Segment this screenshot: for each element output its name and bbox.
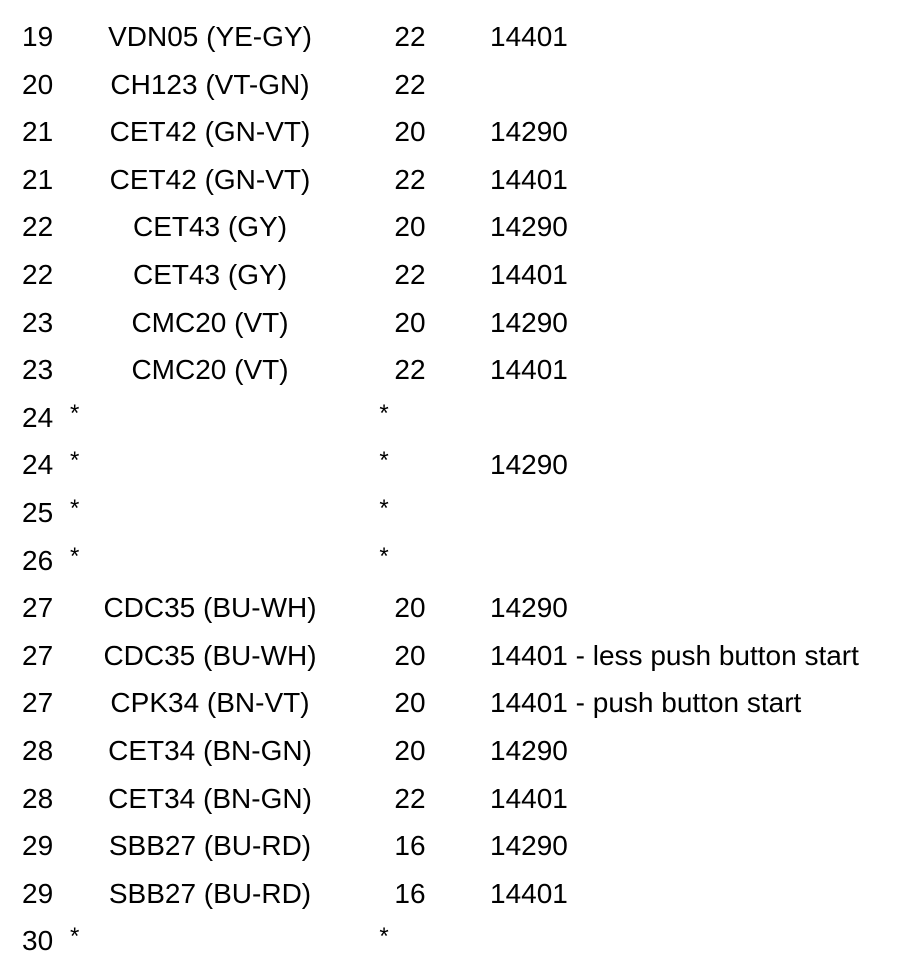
pin-cell: 27: [22, 592, 54, 624]
table-row: [0, 489, 921, 537]
note-cell: 14401: [490, 21, 568, 52]
circuit-cell: CET43 (GY): [132, 211, 288, 243]
table-row: [0, 822, 921, 870]
note-cell: 14401: [490, 258, 568, 290]
gauge-cell: 20: [394, 211, 426, 243]
table-row: [0, 108, 921, 156]
note-cell: 14401 - push button start: [490, 687, 802, 719]
pin-cell: 26: [22, 544, 54, 576]
gauge-cell: 20: [394, 116, 426, 148]
circuit-cell: SBB27 (BU-RD): [108, 830, 312, 862]
gauge-cell: 22: [394, 354, 426, 386]
note-cell: 14290: [490, 734, 568, 766]
note-cell: 14290: [490, 449, 568, 481]
pin-cell: 21: [22, 116, 54, 148]
circuit-cell: *: [70, 923, 80, 951]
pin-cell: 28: [22, 782, 54, 814]
circuit-cell: CET34 (BN-GN): [108, 782, 312, 814]
circuit-cell: CDC35 (BU-WH): [103, 639, 317, 671]
table-row: [0, 870, 921, 918]
table-row: [0, 679, 921, 727]
circuit-cell: CDC35 (BU-WH): [103, 592, 317, 624]
note-cell: 14401: [490, 782, 568, 814]
gauge-cell: *: [379, 542, 389, 570]
note-cell: 14290: [490, 211, 568, 243]
table-row: [0, 632, 921, 680]
pin-cell: 23: [22, 306, 54, 338]
circuit-cell: CET42 (GN-VT): [109, 163, 311, 195]
gauge-cell: 20: [394, 592, 426, 624]
pin-cell: 22: [22, 211, 54, 243]
note-cell: 14401: [490, 163, 568, 195]
gauge-cell: 22: [394, 163, 426, 195]
pin-cell: 27: [22, 687, 54, 719]
table-row: [0, 441, 921, 489]
pin-cell: 25: [22, 496, 54, 528]
gauge-cell: *: [379, 494, 389, 522]
circuit-cell: CMC20 (VT): [131, 306, 289, 338]
circuit-cell: CET34 (BN-GN): [108, 734, 312, 766]
note-cell: 14290: [490, 830, 568, 862]
table-row: [0, 346, 921, 394]
gauge-cell: *: [379, 447, 389, 475]
note-cell: 14401: [490, 354, 568, 386]
circuit-cell: *: [70, 399, 80, 427]
gauge-cell: *: [379, 923, 389, 951]
gauge-cell: 22: [394, 258, 426, 290]
wiring-table: [0, 13, 921, 965]
gauge-cell: 20: [394, 306, 426, 338]
table-row: [0, 775, 921, 823]
circuit-cell: *: [70, 447, 80, 475]
table-row: [0, 156, 921, 204]
circuit-cell: CPK34 (BN-VT): [110, 687, 310, 719]
circuit-cell: CH123 (VT-GN): [110, 68, 310, 100]
pin-cell: 27: [22, 639, 54, 671]
note-cell: 14290: [490, 592, 568, 624]
gauge-cell: *: [379, 399, 389, 427]
pin-cell: 19: [22, 21, 54, 52]
gauge-cell: 22: [394, 782, 426, 814]
table-row: [0, 61, 921, 109]
table-row: [0, 251, 921, 299]
circuit-cell: *: [70, 494, 80, 522]
table-row: [0, 727, 921, 775]
circuit-cell: *: [70, 542, 80, 570]
pin-cell: 30: [22, 925, 54, 957]
pin-cell: 29: [22, 830, 54, 862]
table-row: [0, 917, 921, 965]
pin-cell: 28: [22, 734, 54, 766]
note-cell: 14401: [490, 877, 568, 909]
note-cell: 14290: [490, 306, 568, 338]
pin-cell: 21: [22, 163, 54, 195]
circuit-cell: VDN05 (YE-GY): [108, 21, 312, 52]
circuit-cell: SBB27 (BU-RD): [108, 877, 312, 909]
circuit-cell: CMC20 (VT): [131, 354, 289, 386]
pin-cell: 24: [22, 401, 54, 433]
pin-cell: 20: [22, 68, 54, 100]
note-cell: 14401 - less push button start: [490, 639, 859, 671]
table-row: [0, 13, 921, 61]
table-row: [0, 394, 921, 442]
gauge-cell: 16: [394, 877, 426, 909]
pin-cell: 23: [22, 354, 54, 386]
gauge-cell: 20: [394, 734, 426, 766]
table-row: [0, 537, 921, 585]
gauge-cell: 22: [394, 21, 426, 52]
note-cell: 14290: [490, 116, 568, 148]
pin-cell: 24: [22, 449, 54, 481]
gauge-cell: 16: [394, 830, 426, 862]
table-row: [0, 299, 921, 347]
gauge-cell: 20: [394, 687, 426, 719]
table-row: [0, 584, 921, 632]
circuit-cell: CET43 (GY): [132, 258, 288, 290]
circuit-cell: CET42 (GN-VT): [109, 116, 311, 148]
gauge-cell: 20: [394, 639, 426, 671]
gauge-cell: 22: [394, 68, 426, 100]
table-row: [0, 203, 921, 251]
pin-cell: 29: [22, 877, 54, 909]
pin-cell: 22: [22, 258, 54, 290]
